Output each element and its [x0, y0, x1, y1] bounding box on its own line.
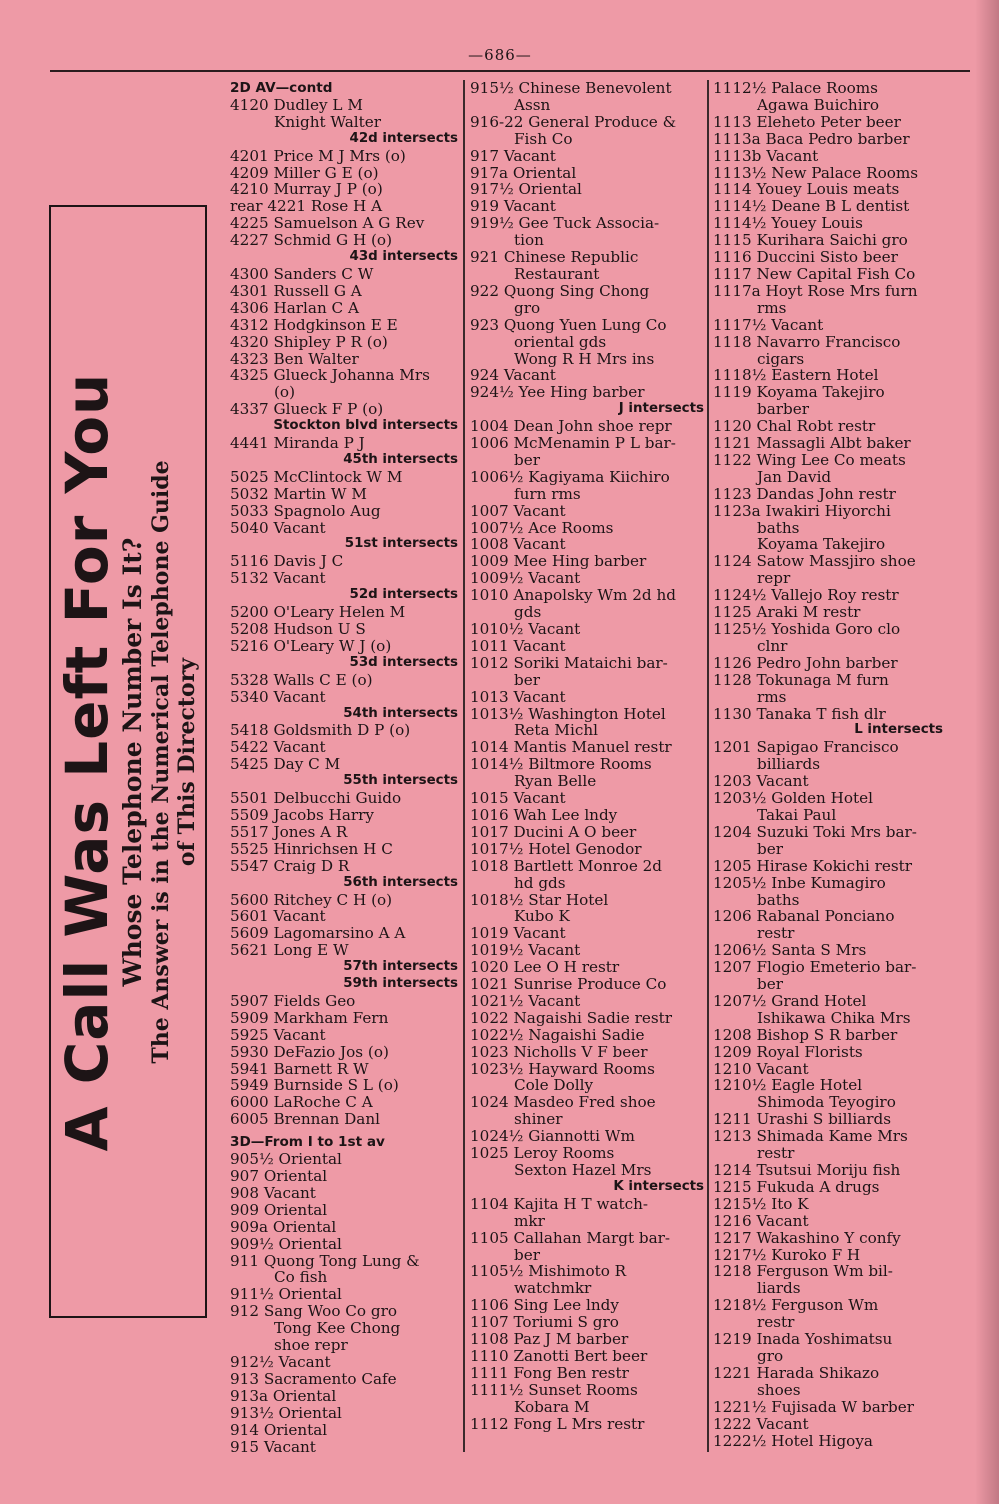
- directory-entry-continuation: Ryan Belle: [514, 772, 597, 791]
- directory-entry-continuation: restr: [757, 1144, 795, 1163]
- directory-entry-continuation: shoes: [757, 1380, 801, 1399]
- directory-entry: 1006 McMenamin P L bar-: [470, 434, 676, 453]
- intersection-marker: 45th intersects: [343, 451, 458, 467]
- advertisement-box: [49, 205, 207, 1318]
- directory-entry-continuation: hd gds: [514, 873, 566, 892]
- directory-entry-continuation: Ishikawa Chika Mrs: [757, 1008, 911, 1027]
- directory-entry: 1012 Soriki Mataichi bar-: [470, 653, 668, 672]
- directory-entry: 4209 Miller G E (o): [230, 163, 379, 182]
- directory-column-2: [470, 80, 704, 1433]
- ad-headline: A Call Was Left For You: [53, 372, 121, 1151]
- directory-entry: 1025 Leroy Rooms: [470, 1144, 615, 1163]
- directory-entry: 4312 Hodgkinson E E: [230, 315, 398, 334]
- directory-entry: 1019½ Vacant: [470, 941, 581, 960]
- directory-entry: 1218 Ferguson Wm bil-: [713, 1262, 893, 1281]
- directory-entry: 5033 Spagnolo Aug: [230, 501, 381, 520]
- directory-entry: 4325 Glueck Johanna Mrs: [230, 366, 430, 385]
- directory-entry: 1217½ Kuroko F H: [713, 1245, 861, 1264]
- directory-entry: 5949 Burnside S L (o): [230, 1076, 399, 1095]
- street-heading: 2D AV—contd: [230, 80, 333, 96]
- page-spine-shadow: [975, 0, 999, 1504]
- directory-entry: 913½ Oriental: [230, 1403, 342, 1422]
- directory-entry: 1204 Suzuki Toki Mrs bar-: [713, 822, 917, 841]
- directory-entry: 1214 Tsutsui Moriju fish: [713, 1161, 901, 1179]
- directory-entry: 1221 Harada Shikazo: [713, 1363, 880, 1382]
- directory-entry-continuation: ber: [514, 1245, 540, 1264]
- directory-entry: 1222½ Hotel Higoya: [713, 1431, 873, 1450]
- directory-entry-continuation: (o): [274, 383, 295, 402]
- directory-entry: 1117½ Vacant: [713, 315, 824, 334]
- directory-entry-continuation: ber: [757, 975, 783, 994]
- directory-column-3: [713, 80, 943, 1449]
- directory-entry: 912 Sang Woo Co gro: [230, 1302, 398, 1321]
- directory-entry: 1201 Sapigao Francisco: [713, 738, 899, 757]
- directory-entry: 6005 Brennan Danl: [230, 1110, 380, 1129]
- directory-entry: 912½ Vacant: [230, 1352, 331, 1371]
- directory-entry: 1112½ Palace Rooms: [713, 79, 878, 97]
- directory-entry: 924½ Yee Hing barber: [470, 383, 645, 402]
- directory-entry-continuation: liards: [757, 1279, 801, 1298]
- intersection-marker: 59th intersects: [343, 976, 458, 992]
- intersection-marker: 55th intersects: [343, 773, 458, 789]
- directory-entry: 1113b Vacant: [713, 146, 819, 165]
- directory-entry: 909a Oriental: [230, 1217, 337, 1236]
- directory-entry: 1110 Zanotti Bert beer: [470, 1346, 648, 1365]
- directory-entry: 1113½ New Palace Rooms: [713, 163, 919, 182]
- directory-entry: 1117 New Capital Fish Co: [713, 264, 916, 283]
- directory-entry: 1023 Nicholls V F beer: [470, 1042, 648, 1061]
- directory-entry: 1023½ Hayward Rooms: [470, 1059, 655, 1078]
- directory-entry: 1217 Wakashino Y confy: [713, 1228, 901, 1247]
- directory-entry: 5216 O'Leary W J (o): [230, 636, 392, 655]
- directory-entry: 1021 Sunrise Produce Co: [470, 975, 667, 994]
- directory-entry-continuation: gro: [757, 1346, 784, 1365]
- page-number: —686—: [468, 46, 532, 64]
- directory-entry-continuation: barber: [757, 400, 810, 419]
- directory-entry: 5132 Vacant: [230, 569, 326, 588]
- intersection-marker: 42d intersects: [349, 130, 458, 146]
- directory-entry: 907 Oriental: [230, 1167, 328, 1185]
- directory-entry-continuation: baths: [757, 518, 800, 537]
- directory-entry: 1208 Bishop S R barber: [713, 1025, 898, 1044]
- directory-entry: 4300 Sanders C W: [230, 264, 374, 283]
- directory-entry: 1130 Tanaka T fish dlr: [713, 704, 886, 723]
- ad-subheadline: Whose Telephone Number Is It?: [118, 537, 147, 986]
- directory-entry: 4306 Harlan C A: [230, 298, 359, 317]
- directory-entry: 1207½ Grand Hotel: [713, 991, 867, 1010]
- directory-entry-continuation: Restaurant: [514, 264, 600, 283]
- directory-column-1: [230, 80, 458, 1455]
- directory-entry: 1123 Dandas John restr: [713, 484, 896, 503]
- directory-entry-continuation: Cole Dolly: [514, 1076, 594, 1095]
- directory-entry-continuation: restr: [757, 1313, 795, 1332]
- intersection-marker: 52d intersects: [349, 587, 458, 603]
- directory-entry-continuation: Koyama Takejiro: [757, 535, 886, 554]
- directory-entry-continuation: repr: [757, 569, 791, 588]
- directory-entry-continuation: Kubo K: [514, 907, 570, 926]
- directory-entry: 1118½ Eastern Hotel: [713, 366, 879, 385]
- directory-entry: 1009½ Vacant: [470, 569, 581, 588]
- directory-entry: 1128 Tokunaga M furn: [713, 670, 889, 689]
- directory-entry: 4201 Price M J Mrs (o): [230, 146, 406, 165]
- intersection-marker: L intersects: [854, 722, 943, 738]
- directory-entry: 5609 Lagomarsino A A: [230, 924, 406, 943]
- directory-entry: 5930 DeFazio Jos (o): [230, 1042, 389, 1061]
- directory-entry: 1206 Rabanal Ponciano: [713, 907, 895, 926]
- directory-entry: 916-22 General Produce &: [470, 112, 677, 131]
- directory-entry: 1024½ Giannotti Wm: [470, 1127, 635, 1146]
- directory-entry: 1105 Callahan Margt bar-: [470, 1228, 671, 1247]
- directory-entry: 911 Quong Tong Lung &: [230, 1251, 420, 1270]
- directory-entry: 1123a Iwakiri Hiyorchi: [713, 501, 891, 520]
- directory-entry-continuation: billiards: [757, 755, 820, 774]
- directory-entry: 1017½ Hotel Genodor: [470, 839, 642, 858]
- directory-entry: 5925 Vacant: [230, 1025, 326, 1044]
- advertisement-text: [53, 212, 200, 1312]
- directory-entry: 1015 Vacant: [470, 789, 566, 808]
- directory-entry: 908 Vacant: [230, 1183, 316, 1202]
- directory-entry: 919 Vacant: [470, 197, 556, 216]
- directory-entry: 1114½ Youey Louis: [713, 214, 863, 233]
- directory-entry: 1218½ Ferguson Wm: [713, 1296, 879, 1315]
- directory-entry: 1019 Vacant: [470, 924, 566, 943]
- directory-entry: 917½ Oriental: [470, 180, 582, 199]
- directory-entry: 1006½ Kagiyama Kiichiro: [470, 467, 670, 486]
- directory-entry: 1014½ Biltmore Rooms: [470, 755, 652, 774]
- directory-entry: 1018½ Star Hotel: [470, 890, 609, 909]
- directory-entry: 1222 Vacant: [713, 1414, 809, 1433]
- directory-entry: 909 Oriental: [230, 1200, 328, 1219]
- directory-entry-continuation: Tong Kee Chong: [274, 1319, 401, 1338]
- directory-entry: 5547 Craig D R: [230, 856, 350, 875]
- directory-entry-continuation: Shimoda Teyogiro: [757, 1093, 896, 1112]
- directory-entry: 1022 Nagaishi Sadie restr: [470, 1008, 672, 1027]
- directory-entry: 921 Chinese Republic: [470, 248, 639, 267]
- directory-entry: 5509 Jacobs Harry: [230, 805, 375, 824]
- directory-entry-continuation: Jan David: [757, 467, 832, 486]
- intersection-marker: 43d intersects: [349, 249, 458, 265]
- directory-entry: 1118 Navarro Francisco: [713, 332, 901, 351]
- directory-entry: 1215½ Ito K: [713, 1194, 809, 1213]
- directory-entry-continuation: rms: [757, 298, 787, 317]
- directory-entry: 5025 McClintock W M: [230, 467, 403, 486]
- directory-entry: 1221½ Fujisada W barber: [713, 1397, 914, 1416]
- directory-entry: 911½ Oriental: [230, 1285, 342, 1304]
- directory-entry: 5600 Ritchey C H (o): [230, 890, 393, 909]
- directory-entry: 1013½ Washington Hotel: [470, 704, 666, 723]
- directory-entry: 1124 Satow Massjiro shoe: [713, 552, 916, 571]
- directory-entry: 5032 Martin W M: [230, 484, 367, 503]
- directory-entry: 1114 Youey Louis meats: [713, 180, 900, 199]
- directory-entry: 4225 Samuelson A G Rev: [230, 214, 425, 233]
- directory-entry-continuation: shoe repr: [274, 1336, 348, 1355]
- directory-entry: 1112 Fong L Mrs restr: [470, 1414, 645, 1433]
- column-divider: [707, 80, 709, 1452]
- directory-entry: 1009 Mee Hing barber: [470, 552, 647, 571]
- directory-entry: 5328 Walls C E (o): [230, 670, 373, 689]
- directory-entry: 4210 Murray J P (o): [230, 180, 383, 199]
- directory-entry: 4301 Russell G A: [230, 281, 362, 300]
- directory-entry: 915 Vacant: [230, 1437, 316, 1456]
- directory-entry: 909½ Oriental: [230, 1234, 342, 1253]
- directory-entry: 1205 Hirase Kokichi restr: [713, 856, 913, 875]
- directory-entry: 1205½ Inbe Kumagiro: [713, 873, 886, 892]
- directory-entry: 5501 Delbucchi Guido: [230, 789, 402, 808]
- directory-entry: 922 Quong Sing Chong: [470, 281, 650, 300]
- directory-entry: 1018 Bartlett Monroe 2d: [470, 856, 663, 875]
- directory-entry-continuation: Assn: [514, 95, 551, 114]
- directory-entry: 919½ Gee Tuck Associa-: [470, 214, 660, 233]
- directory-entry: 5907 Fields Geo: [230, 991, 356, 1010]
- directory-entry: 1207 Flogio Emeterio bar-: [713, 958, 917, 977]
- directory-entry: 1219 Inada Yoshimatsu: [713, 1330, 893, 1349]
- directory-entry: 1116 Duccini Sisto beer: [713, 248, 898, 267]
- directory-entry: 1113a Baca Pedro barber: [713, 129, 910, 148]
- directory-entry: 1113 Eleheto Peter beer: [713, 112, 901, 131]
- directory-entry: 1007½ Ace Rooms: [470, 518, 614, 537]
- directory-entry-continuation: oriental gds: [514, 332, 607, 351]
- directory-entry: 1213 Shimada Kame Mrs: [713, 1127, 908, 1146]
- directory-entry: 1203 Vacant: [713, 772, 809, 791]
- directory-entry: 1209 Royal Florists: [713, 1042, 863, 1061]
- directory-entry-continuation: restr: [757, 924, 795, 943]
- directory-entry-continuation: Co fish: [274, 1268, 328, 1287]
- directory-entry: 1024 Masdeo Fred shoe: [470, 1093, 656, 1112]
- directory-entry: 1119 Koyama Takejiro: [713, 383, 885, 402]
- directory-entry: 1011 Vacant: [470, 636, 566, 655]
- intersection-marker: 57th intersects: [343, 959, 458, 975]
- directory-entry: 1020 Lee O H restr: [470, 958, 620, 977]
- directory-entry: 5941 Barnett R W: [230, 1059, 369, 1078]
- directory-entry: 5525 Hinrichsen H C: [230, 839, 393, 858]
- directory-entry-continuation: furn rms: [514, 484, 581, 503]
- directory-entry: 1008 Vacant: [470, 535, 566, 554]
- directory-entry: 917a Oriental: [470, 163, 577, 182]
- directory-entry: 5208 Hudson U S: [230, 620, 366, 638]
- directory-entry: 5422 Vacant: [230, 738, 326, 757]
- column-divider: [463, 80, 465, 1452]
- directory-entry: 914 Oriental: [230, 1420, 328, 1439]
- directory-entry: 1013 Vacant: [470, 687, 566, 706]
- directory-entry: 1014 Mantis Manuel restr: [470, 738, 672, 757]
- directory-entry: 4337 Glueck F P (o): [230, 400, 384, 419]
- directory-entry-continuation: ber: [514, 450, 540, 469]
- directory-entry-continuation: tion: [514, 231, 544, 250]
- directory-entry-continuation: gds: [514, 603, 542, 622]
- directory-entry-continuation: shiner: [514, 1110, 563, 1129]
- directory-entry: 913a Oriental: [230, 1386, 337, 1405]
- directory-entry: 4120 Dudley L M: [230, 95, 363, 114]
- directory-entry: 1210½ Eagle Hotel: [713, 1076, 863, 1095]
- directory-entry: 1004 Dean John shoe repr: [470, 417, 672, 436]
- directory-entry-continuation: cigars: [757, 349, 805, 368]
- ad-line-3: The Answer is in the Numerical Telephone Guide: [148, 459, 174, 1064]
- directory-entry: 1021½ Vacant: [470, 991, 581, 1010]
- intersection-marker: 56th intersects: [343, 874, 458, 890]
- directory-entry-continuation: clnr: [757, 636, 788, 655]
- directory-entry-continuation: mkr: [514, 1211, 545, 1230]
- directory-entry: 1104 Kajita H T watch-: [470, 1194, 649, 1213]
- directory-entry: 917 Vacant: [470, 146, 556, 165]
- directory-entry: 1106 Sing Lee lndy: [470, 1296, 619, 1315]
- directory-entry: 1125½ Yoshida Goro clo: [713, 620, 901, 638]
- directory-entry: 1107 Toriumi S gro: [470, 1313, 619, 1332]
- directory-entry: 6000 LaRoche C A: [230, 1093, 373, 1112]
- directory-entry: 905½ Oriental: [230, 1150, 342, 1169]
- directory-entry-continuation: ber: [757, 839, 783, 858]
- directory-entry-continuation: Sexton Hazel Mrs: [514, 1161, 652, 1179]
- directory-entry: 1120 Chal Robt restr: [713, 417, 876, 436]
- directory-entry: 4227 Schmid G H (o): [230, 231, 393, 250]
- directory-entry: 1010 Anapolsky Wm 2d hd: [470, 586, 676, 605]
- directory-entry: 1016 Wah Lee lndy: [470, 805, 618, 824]
- directory-entry: 1210 Vacant: [713, 1059, 809, 1078]
- directory-entry: 5200 O'Leary Helen M: [230, 603, 406, 622]
- directory-entry: 1108 Paz J M barber: [470, 1330, 629, 1349]
- directory-entry: 5621 Long E W: [230, 941, 349, 960]
- directory-entry: 913 Sacramento Cafe: [230, 1369, 397, 1388]
- directory-entry-continuation: baths: [757, 890, 800, 909]
- intersection-marker: 51st intersects: [344, 536, 458, 552]
- directory-entry: 924 Vacant: [470, 366, 556, 385]
- directory-entry-continuation: Agawa Buichiro: [757, 95, 879, 114]
- directory-entry: 923 Quong Yuen Lung Co: [470, 315, 667, 334]
- directory-entry-continuation: ber: [514, 670, 540, 689]
- directory-entry: 4320 Shipley P R (o): [230, 332, 388, 351]
- directory-entry: 1105½ Mishimoto R: [470, 1262, 627, 1281]
- directory-entry: 1124½ Vallejo Roy restr: [713, 586, 899, 605]
- directory-entry-continuation: watchmkr: [514, 1279, 592, 1298]
- directory-entry: 5425 Day C M: [230, 755, 341, 774]
- directory-entry: 5340 Vacant: [230, 687, 326, 706]
- intersection-marker: 53d intersects: [349, 654, 458, 670]
- directory-entry: 1022½ Nagaishi Sadie: [470, 1025, 645, 1044]
- directory-entry: 5040 Vacant: [230, 518, 326, 537]
- street-heading: 3D—From I to 1st av: [230, 1134, 385, 1151]
- intersection-marker: 54th intersects: [343, 705, 458, 721]
- directory-entry: 1115 Kurihara Saichi gro: [713, 231, 908, 250]
- intersection-marker: K intersects: [613, 1178, 704, 1194]
- directory-entry: 915½ Chinese Benevolent: [470, 79, 672, 97]
- directory-entry: 1215 Fukuda A drugs: [713, 1177, 880, 1196]
- directory-entry: 5418 Goldsmith D P (o): [230, 721, 411, 740]
- directory-entry: 5601 Vacant: [230, 907, 326, 926]
- directory-entry-continuation: gro: [514, 298, 541, 317]
- ad-line-4: of This Directory: [174, 657, 200, 866]
- directory-entry-continuation: Fish Co: [514, 129, 573, 148]
- directory-entry: 1211 Urashi S billiards: [713, 1110, 892, 1129]
- directory-entry: 1111 Fong Ben restr: [470, 1363, 629, 1382]
- directory-entry-continuation: Knight Walter: [274, 112, 381, 131]
- directory-entry: 1203½ Golden Hotel: [713, 789, 873, 808]
- directory-entry: 5116 Davis J C: [230, 552, 344, 571]
- directory-entry-continuation: Takai Paul: [757, 805, 837, 824]
- directory-entry: 1007 Vacant: [470, 501, 566, 520]
- directory-entry: 5909 Markham Fern: [230, 1008, 389, 1027]
- directory-entry: 5517 Jones A R: [230, 822, 348, 841]
- directory-entry: 1010½ Vacant: [470, 620, 581, 638]
- directory-entry: 1111½ Sunset Rooms: [470, 1380, 638, 1399]
- header-rule: [50, 70, 970, 72]
- directory-entry-continuation: rms: [757, 687, 787, 706]
- directory-entry: 1121 Massagli Albt baker: [713, 434, 911, 453]
- directory-entry: 1117a Hoyt Rose Mrs furn: [713, 281, 918, 300]
- directory-entry-continuation: Reta Michl: [514, 721, 598, 740]
- intersection-marker: Stockton blvd intersects: [273, 418, 458, 434]
- directory-entry-continuation: Kobara M: [514, 1397, 590, 1416]
- directory-entry: 4323 Ben Walter: [230, 349, 359, 368]
- directory-entry: 4441 Miranda P J: [230, 434, 365, 453]
- directory-entry: 1017 Ducini A O beer: [470, 822, 637, 841]
- directory-entry: 1122 Wing Lee Co meats: [713, 450, 906, 469]
- directory-entry: rear 4221 Rose H A: [230, 197, 383, 216]
- directory-entry: 1125 Araki M restr: [713, 603, 861, 622]
- intersection-marker: J intersects: [618, 401, 704, 417]
- directory-entry: 1216 Vacant: [713, 1211, 809, 1230]
- directory-entry: 1206½ Santa S Mrs: [713, 941, 867, 960]
- directory-entry: 1114½ Deane B L dentist: [713, 197, 910, 216]
- directory-entry-continuation: Wong R H Mrs ins: [514, 349, 655, 368]
- directory-entry: 1126 Pedro John barber: [713, 653, 898, 672]
